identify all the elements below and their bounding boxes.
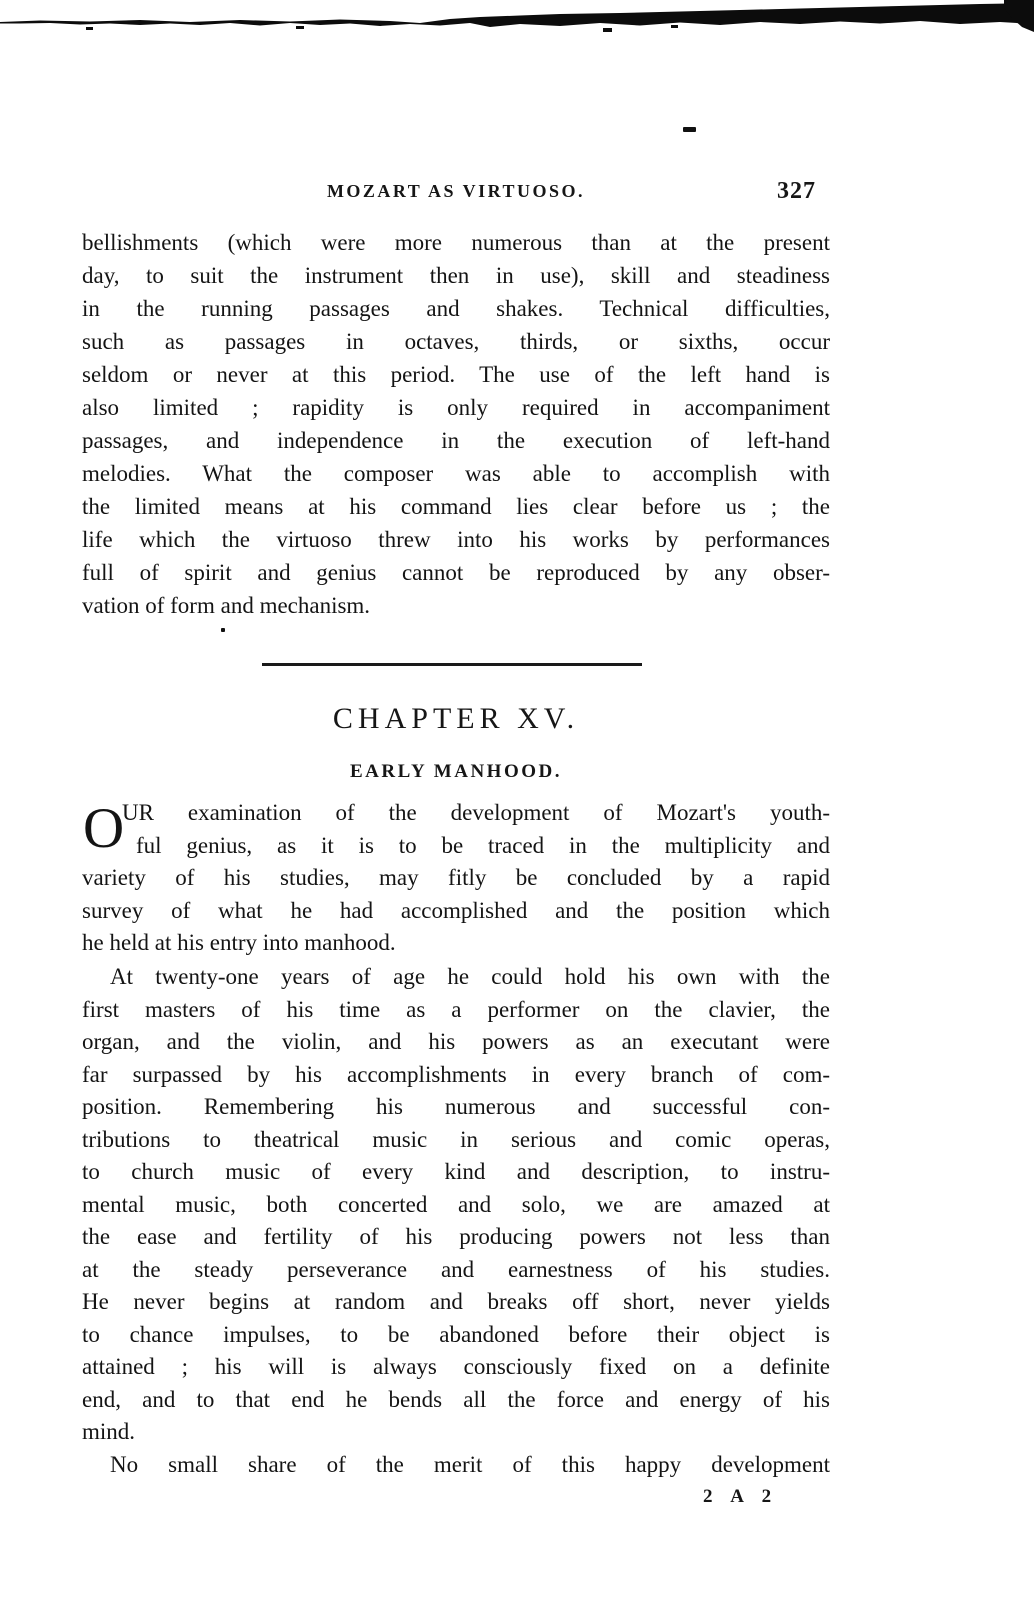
text-line: the ease and fertility of his producing powers not less than	[82, 1224, 830, 1249]
text-line: also limited ; rapidity is only required in accompaniment	[82, 395, 830, 420]
text-line: first masters of his time as a performer on the clavier, the	[82, 996, 830, 1022]
text-line: far surpassed by his accomplishments in every branch of com-	[82, 1061, 830, 1087]
section-divider	[262, 663, 642, 666]
text-line: mental music, both concerted and solo, we are amazed at	[82, 1191, 830, 1217]
scan-artifact-top	[0, 0, 1034, 46]
text-line: mind.	[82, 1419, 136, 1444]
text-line: the limited means at his command lies clear before us ; the	[82, 494, 830, 519]
text-line: day, to suit the instrument then in use), skill and steadiness	[82, 263, 830, 288]
text-line: full of spirit and genius cannot be reproduced by any obser-	[82, 560, 830, 585]
paragraph-opening	[82, 797, 830, 960]
text-line: UR examination of the development of Mozart's youth-	[122, 800, 830, 825]
text-line: melodies. What the composer was able to accomplish with	[82, 461, 830, 486]
text-line: vation of form and mechanism.	[82, 593, 371, 618]
text-line: in the running passages and shakes. Technical difficulties,	[82, 296, 830, 321]
text-line: organ, and the violin, and his powers as an executant were	[82, 1029, 830, 1054]
text-line: ful genius, as it is to be traced in the multiplicity and	[136, 832, 830, 858]
text-line: No small share of the merit of this happy development	[110, 1452, 830, 1477]
paragraph-start	[82, 1449, 830, 1482]
text-line: life which the virtuoso threw into his works by performances	[82, 527, 830, 552]
text-line: position. Remembering his numerous and successful con-	[82, 1094, 830, 1119]
chapter-title: CHAPTER XV.	[332, 702, 580, 735]
ink-speck	[683, 127, 696, 132]
text-line: tributions to theatrical music in serious and comic operas,	[82, 1126, 830, 1152]
signature-mark: 2 A 2	[703, 1486, 774, 1507]
text-line: bellishments (which were more numerous than at the present	[82, 230, 830, 255]
text-line: He never begins at random and breaks off short, never yields	[82, 1289, 830, 1314]
text-line: at the steady perseverance and earnestness of his studies.	[82, 1256, 830, 1282]
text-line: such as passages in octaves, thirds, or sixths, occur	[82, 329, 830, 354]
text-line: to church music of every kind and description, to instru-	[82, 1159, 830, 1184]
text-line: At twenty-one years of age he could hold his own with the	[110, 964, 830, 989]
text-line: seldom or never at this period. The use of the left hand is	[82, 362, 830, 387]
paragraph-continuation	[82, 226, 830, 622]
running-title: MOZART AS VIRTUOSO.	[326, 181, 586, 201]
text-line: passages, and independence in the execution of left-hand	[82, 428, 830, 453]
text-line: end, and to that end he bends all the force and energy of his	[82, 1386, 830, 1412]
chapter-subtitle: EARLY MANHOOD.	[350, 761, 562, 782]
text-line: he held at his entry into manhood.	[82, 930, 396, 955]
text-line: variety of his studies, may fitly be concluded by a rapid	[82, 865, 830, 890]
page-header	[82, 178, 830, 209]
text-line: to chance impulses, to be abandoned before their object is	[82, 1321, 830, 1347]
drop-cap: O	[83, 797, 125, 860]
ink-speck	[221, 628, 225, 632]
text-line: survey of what he had accomplished and the position which	[82, 897, 830, 923]
page-number: 327	[777, 178, 816, 204]
text-line: attained ; his will is always consciously fixed on a definite	[82, 1354, 830, 1379]
paragraph-body	[82, 961, 830, 1449]
